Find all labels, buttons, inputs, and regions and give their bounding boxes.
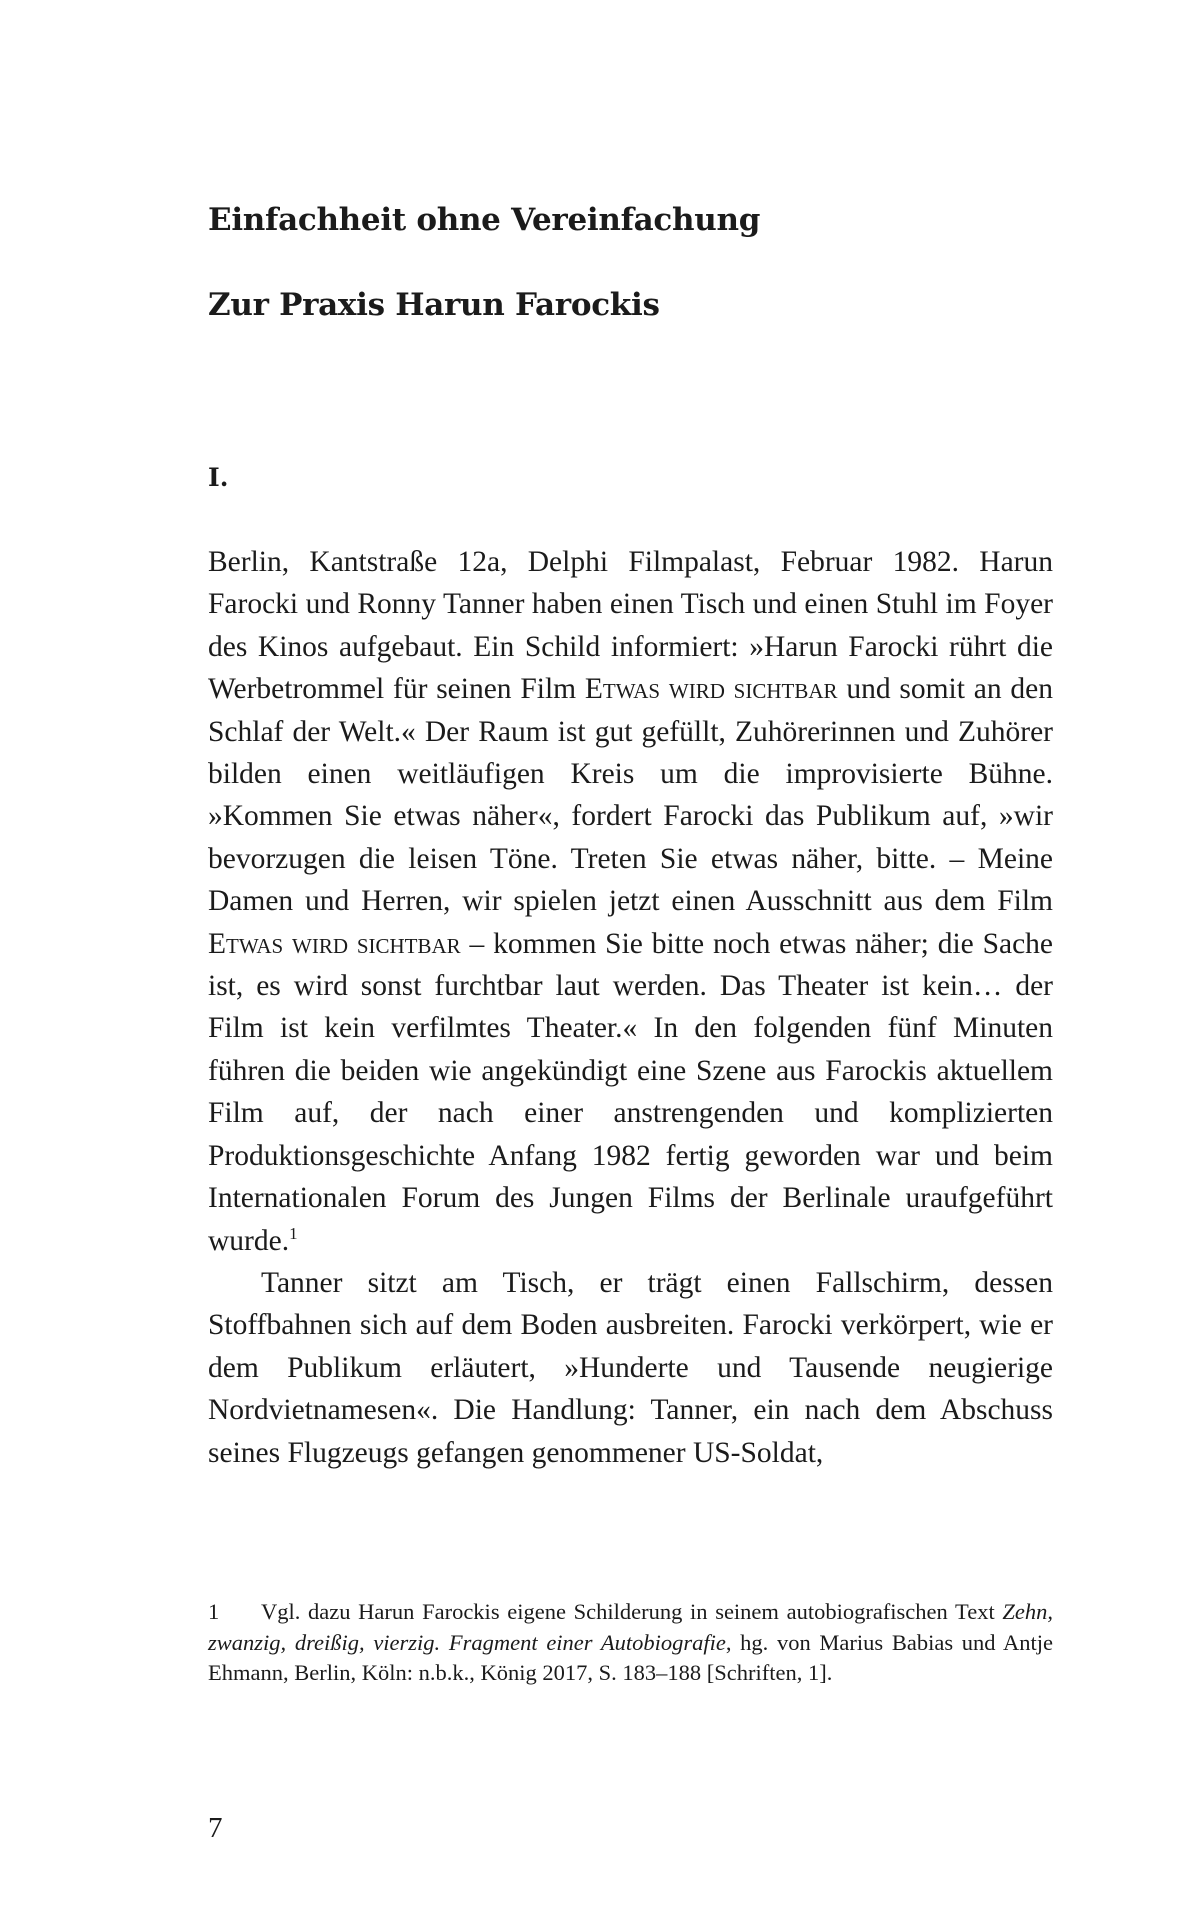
page-number: 7	[208, 1812, 223, 1844]
paragraph-2: Tanner sitzt am Tisch, er trägt einen Fallschirm, dessen Stoffbahnen sich auf dem Boden ausbreiten. Farocki verkörpert, wie er dem Publikum erläutert, »Hunderte und Tausende neugierige Nordvietnamesen«. Die Handlung: Tanner, ein nach dem Abschuss seines Flugzeugs gefangen genommener US-Soldat,	[208, 1266, 1053, 1469]
paragraph-1	[208, 541, 1053, 1262]
section-number: I.	[208, 463, 229, 492]
footnote-1	[208, 1597, 1053, 1689]
chapter-subtitle: Zur Praxis Harun Farockis	[208, 287, 660, 323]
paragraph-1-part-b: und somit an den Schlaf der Welt.« Der Raum ist gut gefüllt, Zuhörerinnen und Zuhörer bilden einen weitläufigen Kreis um die improvisierte Bühne. »Kommen Sie etwas näher«, fordert Farocki das Publikum auf, »wir bevorzugen die leisen Töne. Treten Sie etwas näher, bitte. – Meine Damen und Herren, wir spielen jetzt einen Ausschnitt aus dem Film	[208, 673, 1053, 918]
footnote-text-a: Vgl. dazu Harun Farockis eigene Schilderung in seinem autobiografischen Text	[261, 1599, 1003, 1624]
footnote-reference[interactable]: 1	[289, 1223, 298, 1243]
paragraph-1-part-a: Berlin, Kantstraße 12a, Delphi Filmpalast, Februar 1982. Harun Farocki und Ronny Tanner haben einen Tisch und einen Stuhl im Foyer des Kinos aufgebaut. Ein Schild informiert: »Harun Farocki rührt die Werbetrommel für seinen Film	[208, 546, 1053, 706]
film-title: Etwas wird sichtbar	[584, 673, 838, 706]
footnote	[208, 1597, 1053, 1689]
film-title: Etwas wird sichtbar	[208, 927, 461, 960]
chapter-title: Einfachheit ohne Vereinfachung	[208, 202, 761, 238]
body-text	[208, 541, 1053, 1474]
footnote-book-title: Zehn, zwanzig, dreißig, vierzig. Fragment einer Autobiografie	[208, 1599, 1053, 1655]
paragraph-1-part-c: – kommen Sie bitte noch etwas näher; die Sache ist, es wird sonst furchtbar laut werden. Das Theater ist kein… der Film ist kein verfilmtes Theater.« In den folgenden fünf Minuten führen die beiden wie angekündigt eine Szene aus Farockis aktuellem Film auf, der nach einer anstrengenden und komplizierten Produktionsgeschichte Anfang 1982 fertig geworden war und beim Internationalen Forum des Jungen Films der Berlinale uraufgeführt wurde.	[208, 927, 1054, 1257]
footnote-text-b: , hg. von Marius Babias und Antje Ehmann, Berlin, Köln: n.b.k., König 2017, S. 183–188 [Schriften, 1].	[208, 1629, 1053, 1685]
footnote-number: 1	[208, 1599, 220, 1624]
